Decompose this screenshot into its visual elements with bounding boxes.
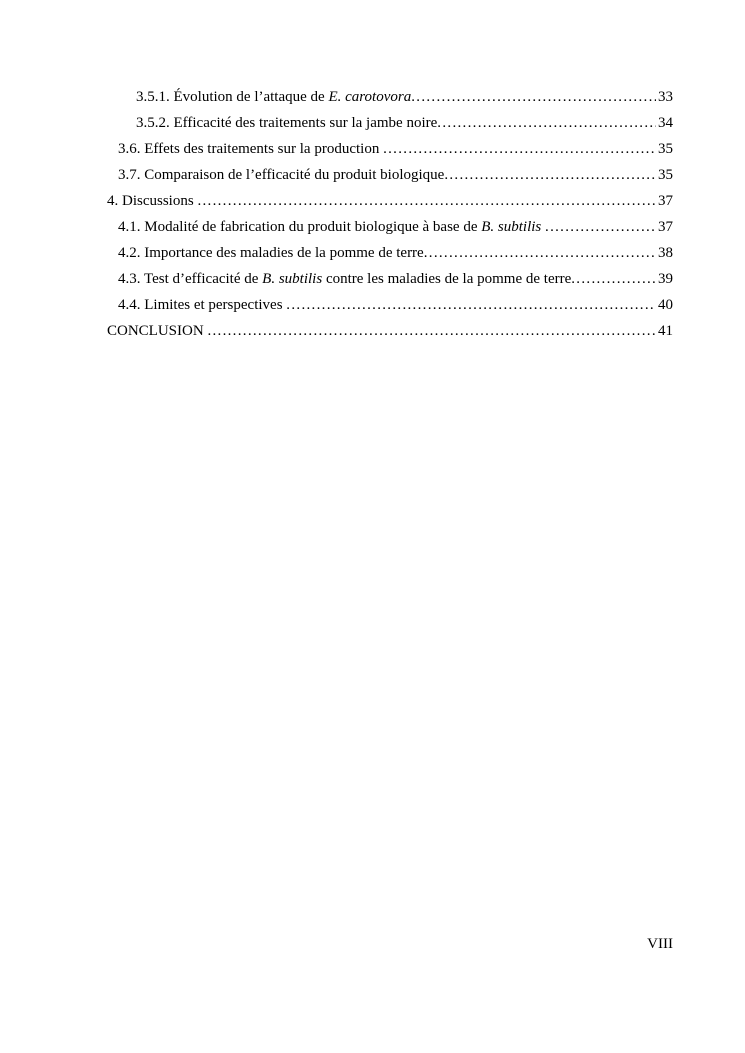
toc-entry xyxy=(107,110,673,136)
toc-entry-title: 3.5.1. Évolution de l’attaque de E. carotovora xyxy=(136,89,412,105)
toc-entry-title: 3.5.2. Efficacité des traitements sur la jambe noire xyxy=(136,115,438,131)
toc-entry-page-number: 35 xyxy=(658,167,673,183)
toc-entry-title: 4.1. Modalité de fabrication du produit biologique à base de B. subtilis xyxy=(118,219,542,235)
toc-entry xyxy=(107,84,673,110)
dot-leader xyxy=(197,188,656,214)
toc-entry-title: 3.7. Comparaison de l’efficacité du produit biologique xyxy=(118,167,445,183)
page-number: VIII xyxy=(647,936,673,952)
toc-entry-title: CONCLUSION xyxy=(107,323,208,339)
dot-leader xyxy=(545,214,656,240)
dot-leader xyxy=(207,318,656,344)
toc-entry xyxy=(107,240,673,266)
dot-leader xyxy=(411,84,656,110)
toc-entry xyxy=(107,188,673,214)
toc-entry-page-number: 37 xyxy=(658,219,673,235)
toc-entry-page-number: 38 xyxy=(658,245,673,261)
toc-entry xyxy=(107,162,673,188)
toc-entry-page-number: 41 xyxy=(658,323,673,339)
dot-leader xyxy=(424,240,656,266)
toc-entry-page-number: 39 xyxy=(658,271,673,287)
table-of-contents xyxy=(107,84,673,344)
toc-entry-page-number: 40 xyxy=(658,297,673,313)
toc-entry-page-number: 35 xyxy=(658,141,673,157)
dot-leader xyxy=(437,110,656,136)
toc-entry-page-number: 33 xyxy=(658,89,673,105)
toc-entry xyxy=(107,292,673,318)
dot-leader xyxy=(383,136,656,162)
toc-entry xyxy=(107,318,673,344)
toc-entry xyxy=(107,214,673,240)
toc-entry-title: 4.4. Limites et perspectives xyxy=(118,297,287,313)
dot-leader xyxy=(571,266,656,292)
toc-entry xyxy=(107,136,673,162)
dot-leader xyxy=(286,292,656,318)
toc-entry-title: 4. Discussions xyxy=(107,193,198,209)
toc-entry-page-number: 34 xyxy=(658,115,673,131)
toc-entry-title: 4.2. Importance des maladies de la pomme de terre xyxy=(118,245,424,261)
dot-leader xyxy=(444,162,656,188)
toc-entry-title: 3.6. Effets des traitements sur la production xyxy=(118,141,384,157)
toc-entry-page-number: 37 xyxy=(658,193,673,209)
toc-entry-title: 4.3. Test d’efficacité de B. subtilis contre les maladies de la pomme de terre xyxy=(118,271,572,287)
page-footer xyxy=(107,936,673,952)
toc-entry xyxy=(107,266,673,292)
